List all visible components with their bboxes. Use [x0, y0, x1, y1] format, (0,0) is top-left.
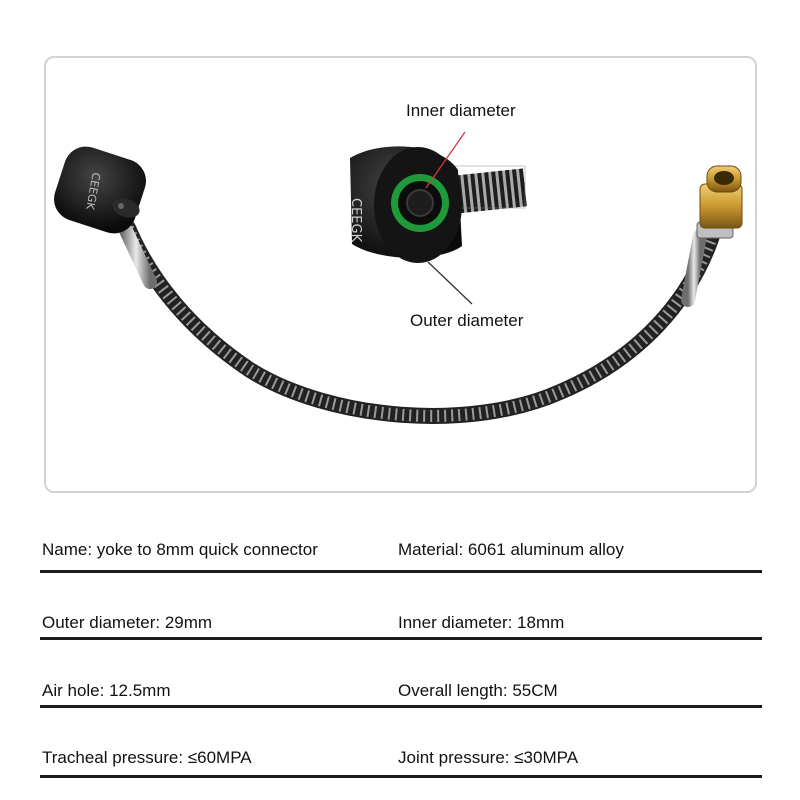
- spec-row: [40, 573, 762, 640]
- spec-row: [40, 708, 762, 778]
- outer-diameter-callout: Outer diameter: [410, 311, 524, 330]
- spec-tracheal-pressure: Tracheal pressure: ≤60MPA: [42, 748, 252, 767]
- row-divider: [40, 775, 762, 778]
- outer-diameter-leader: [428, 262, 472, 304]
- spec-overall-length: Overall length: 55CM: [398, 681, 558, 700]
- fitting-closeup: [348, 146, 527, 263]
- spec-outer-diameter: Outer diameter: 29mm: [42, 613, 213, 632]
- spec-name: Name: yoke to 8mm quick connector: [42, 540, 318, 559]
- inner-diameter-callout: Inner diameter: [406, 101, 516, 120]
- spec-air-hole: Air hole: 12.5mm: [42, 681, 171, 700]
- spec-inner-diameter: Inner diameter: 18mm: [398, 613, 565, 632]
- brand-mark-left: CEEGK: [83, 171, 103, 211]
- spec-joint-pressure: Joint pressure: ≤30MPA: [398, 748, 579, 767]
- spec-row: [40, 510, 762, 573]
- brass-quick-connector: [697, 166, 742, 238]
- yoke-knob-left: [48, 141, 151, 239]
- spec-material: Material: 6061 aluminum alloy: [398, 540, 624, 559]
- spec-table: [40, 510, 762, 778]
- spec-row: [40, 640, 762, 708]
- brand-mark-closeup: CEEGK: [348, 198, 363, 243]
